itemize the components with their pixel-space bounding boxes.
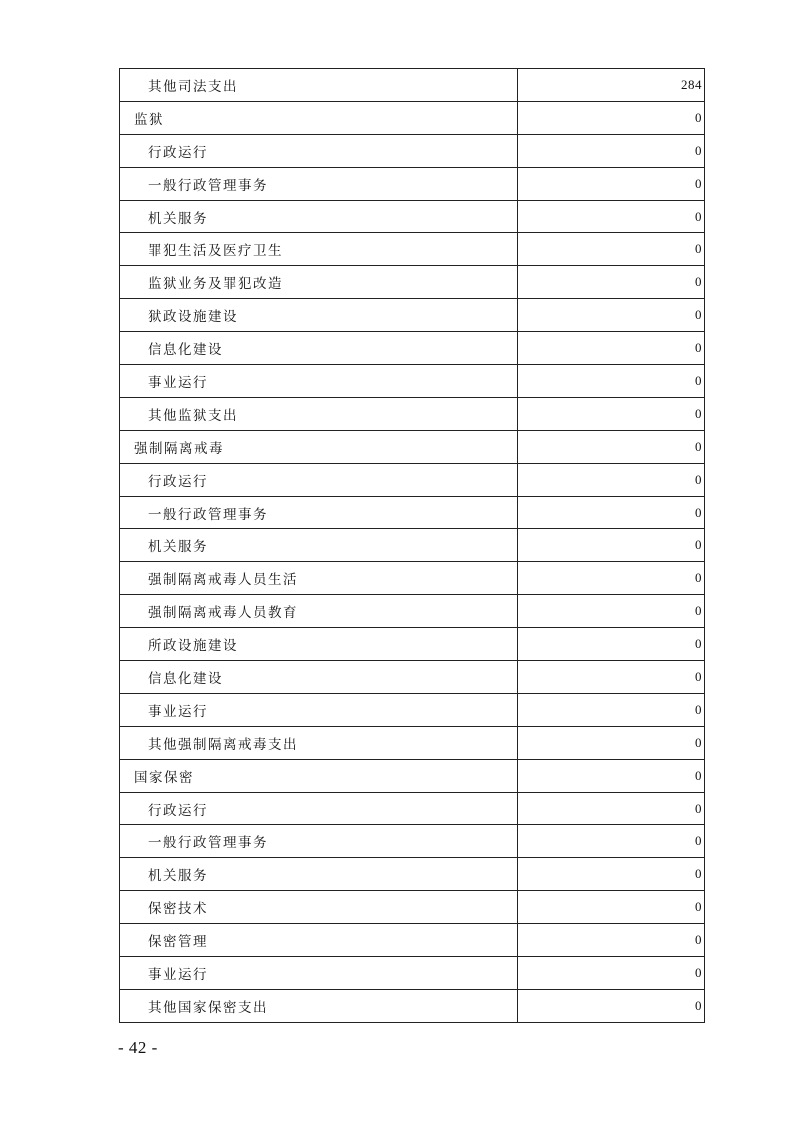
amount-cell: 0 [518,134,705,167]
item-name-cell: 事业运行 [120,693,518,726]
amount-cell: 0 [518,989,705,1022]
amount-cell: 0 [518,167,705,200]
item-name-cell: 行政运行 [120,792,518,825]
amount-cell: 0 [518,299,705,332]
item-name-cell: 所政设施建设 [120,628,518,661]
table-row [120,693,705,726]
amount-cell: 0 [518,726,705,759]
amount-cell: 0 [518,397,705,430]
item-name-cell: 监狱业务及罪犯改造 [120,266,518,299]
table-row [120,101,705,134]
table-row [120,792,705,825]
table-row [120,397,705,430]
item-name-cell: 一般行政管理事务 [120,167,518,200]
item-name-cell: 保密管理 [120,924,518,957]
amount-cell: 0 [518,562,705,595]
item-name-cell: 强制隔离戒毒人员生活 [120,562,518,595]
item-name-cell: 事业运行 [120,365,518,398]
item-name-cell: 强制隔离戒毒人员教育 [120,595,518,628]
amount-cell: 0 [518,759,705,792]
table-row [120,167,705,200]
table-row [120,628,705,661]
item-name-cell: 其他监狱支出 [120,397,518,430]
table-row [120,365,705,398]
item-name-cell: 事业运行 [120,957,518,990]
item-name-cell: 行政运行 [120,134,518,167]
table-row [120,529,705,562]
item-name-cell: 一般行政管理事务 [120,496,518,529]
item-name-cell: 保密技术 [120,891,518,924]
item-name-cell: 其他国家保密支出 [120,989,518,1022]
amount-cell: 0 [518,266,705,299]
amount-cell: 0 [518,496,705,529]
table-row [120,661,705,694]
table-row [120,69,705,102]
table-row [120,924,705,957]
page-number: - 42 - [118,1038,158,1057]
table-row [120,825,705,858]
amount-cell: 0 [518,957,705,990]
table-row [120,233,705,266]
item-name-cell: 狱政设施建设 [120,299,518,332]
table-row [120,759,705,792]
table-row [120,430,705,463]
amount-cell: 0 [518,661,705,694]
table-body [120,69,705,1023]
amount-cell: 0 [518,792,705,825]
item-name-cell: 强制隔离戒毒 [120,430,518,463]
table-row [120,726,705,759]
amount-cell: 0 [518,858,705,891]
item-name-cell: 其他强制隔离戒毒支出 [120,726,518,759]
table-row [120,299,705,332]
table-row [120,891,705,924]
item-name-cell: 国家保密 [120,759,518,792]
amount-cell: 0 [518,200,705,233]
amount-cell: 0 [518,891,705,924]
table-row [120,266,705,299]
budget-expenditure-table [119,68,705,1023]
amount-cell: 284 [518,69,705,102]
amount-cell: 0 [518,463,705,496]
item-name-cell: 机关服务 [120,200,518,233]
table-row [120,858,705,891]
item-name-cell: 信息化建设 [120,661,518,694]
table-row [120,134,705,167]
amount-cell: 0 [518,693,705,726]
table-row [120,200,705,233]
table-row [120,957,705,990]
amount-cell: 0 [518,529,705,562]
item-name-cell: 行政运行 [120,463,518,496]
amount-cell: 0 [518,332,705,365]
amount-cell: 0 [518,233,705,266]
amount-cell: 0 [518,628,705,661]
amount-cell: 0 [518,825,705,858]
item-name-cell: 信息化建设 [120,332,518,365]
table-row [120,463,705,496]
amount-cell: 0 [518,924,705,957]
item-name-cell: 罪犯生活及医疗卫生 [120,233,518,266]
table-row [120,332,705,365]
item-name-cell: 其他司法支出 [120,69,518,102]
amount-cell: 0 [518,595,705,628]
table-row [120,989,705,1022]
item-name-cell: 监狱 [120,101,518,134]
amount-cell: 0 [518,101,705,134]
item-name-cell: 机关服务 [120,529,518,562]
amount-cell: 0 [518,365,705,398]
amount-cell: 0 [518,430,705,463]
table-row [120,496,705,529]
table-row [120,562,705,595]
item-name-cell: 机关服务 [120,858,518,891]
item-name-cell: 一般行政管理事务 [120,825,518,858]
table-row [120,595,705,628]
